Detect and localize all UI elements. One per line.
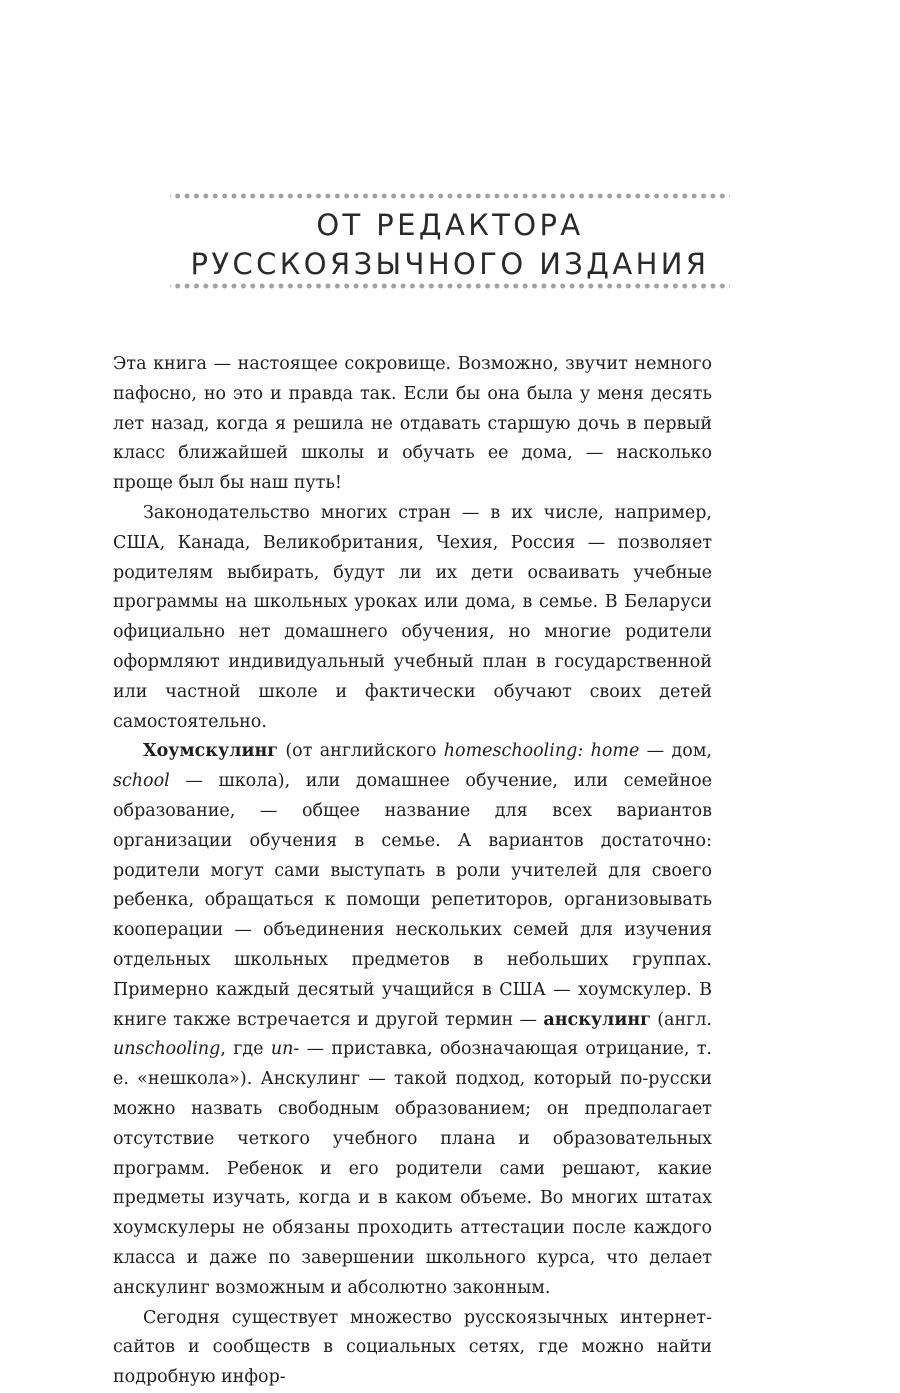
text-run: (от английского bbox=[278, 741, 444, 762]
text-run: — школа), или домашнее обучение, или семейное образование, — общее название для всех вариантов организации обучения в семье. А вариантов достаточно: родители могут сами выступать в роли учителей для своего ребенка, обращаться к помощи репетиторов, организовывать кооперации — объединения нескольких семей для изучения отдельных школьных предметов в небольших группах. Примерно каждый десятый учащийся в США — хоумскулер. В книге также встречается и другой термин — bbox=[113, 771, 712, 1030]
chapter-title bbox=[90, 206, 810, 284]
paragraph-2: Законодательство многих стран — в их числе, например, США, Канада, Великобритания, Чехия, Россия — позволяет родителям выбирать, будут ли их дети осваивать учебные программы на школьных уроках или дома, в семье. В Беларуси официально нет домашнего обучения, но многие родители оформляют индивидуальный учебный план в государственной или частной школе и фактически обучают своих детей самостоятельно. bbox=[113, 502, 712, 732]
text-run: — приставка, обозначающая отрицание, т. е. «нешкола»). Анскулинг — такой подход, который по-русски можно назвать свободным образованием; он предполагает отсутствие четкого учебного плана и образовательных программ. Ребенок и его родители сами решают, какие предметы изучать, когда и в каком объеме. Во многих штатах хоумскулеры не обязаны проходить аттестации после каждого класса и даже по завершении школьного курса, что делает анскулинг возможным и абсолютно законным. bbox=[113, 1039, 712, 1298]
body-text bbox=[113, 350, 712, 1393]
dotted-rule-bottom bbox=[170, 283, 730, 289]
paragraph-1: Эта книга — настоящее сокровище. Возможно, звучит немного пафосно, но это и правда так. Если бы она была у меня десять лет назад, когда я решила не отдавать старшую дочь в первый класс ближайшей школы и обучать ее дома, — насколько проще был бы наш путь! bbox=[113, 354, 712, 494]
dotted-rule-top bbox=[170, 193, 730, 199]
italic-run: unschooling bbox=[113, 1039, 221, 1060]
text-run: (англ. bbox=[650, 1009, 712, 1030]
chapter-title-line-1: ОТ РЕДАКТОРА bbox=[316, 208, 584, 242]
paragraph-4: Сегодня существует множество русскоязычных интернет-сайтов и сообществ в социальных сетях, где можно найти подробную инфор- bbox=[113, 1307, 712, 1388]
paragraph-3 bbox=[113, 737, 712, 1303]
italic-run: un- bbox=[270, 1039, 300, 1060]
term-homeschooling: Хоумскулинг bbox=[143, 741, 279, 762]
term-unschooling: анскулинг bbox=[543, 1009, 651, 1030]
chapter-title-line-2: РУССКОЯЗЫЧНОГО ИЗДАНИЯ bbox=[190, 247, 710, 281]
text-run: — дом, bbox=[639, 741, 712, 762]
text-run: , где bbox=[220, 1039, 271, 1060]
italic-run: homeschooling: home bbox=[443, 741, 640, 762]
italic-run: school bbox=[113, 771, 170, 792]
